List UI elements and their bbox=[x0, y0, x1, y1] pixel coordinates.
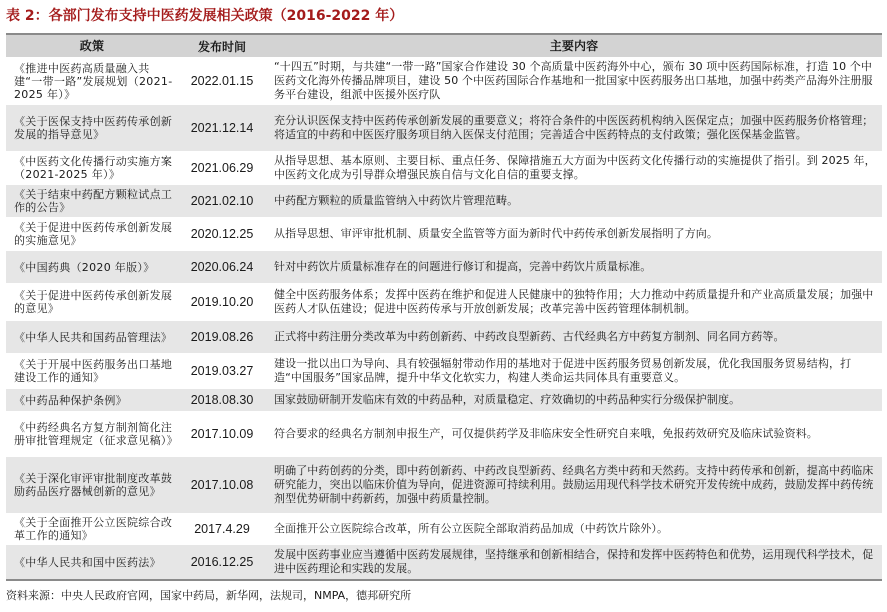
date-cell: 2019.03.27 bbox=[190, 364, 254, 378]
date-cell: 2017.10.09 bbox=[190, 427, 254, 441]
content-cell: 针对中药饮片质量标准存在的问题进行修订和提高，完善中药饮片质量标准。 bbox=[274, 260, 652, 273]
policy-cell: 《中华人民共和国药品管理法》 bbox=[14, 330, 173, 344]
policy-cell: 《关于促进中医药传承创新发展的意见》 bbox=[14, 289, 173, 315]
content-cell: 全面推开公立医院综合改革，所有公立医院全部取消药品加成（中药饮片除外）。 bbox=[274, 522, 669, 535]
table-row bbox=[6, 58, 882, 105]
table-header-row bbox=[6, 35, 882, 58]
date-cell: 2020.06.24 bbox=[190, 260, 254, 274]
policy-cell: 《关于结束中药配方颗粒试点工作的公告》 bbox=[14, 188, 173, 214]
content-cell: “十四五”时期，与共建“一带一路”国家合作建设 30 个高质量中医药海外中心，颁布 30 项中医药国际标准，打造 10 个中医药文化海外传播品牌项目，建设 50 个中医药国际合作基地和一批国家中医药服务出口基地，加强中药类产品海外注册服务平台建设，组派中医援外医疗队 bbox=[274, 60, 873, 101]
policy-cell: 《关于深化审评审批制度改革鼓励药品医疗器械创新的意见》 bbox=[14, 472, 173, 498]
source-note: 资料来源：中央人民政府官网，国家中药局，新华网，法规司，NMPA，德邦研究所 bbox=[6, 589, 412, 602]
date-cell: 2017.10.08 bbox=[190, 478, 254, 492]
date-cell: 2019.08.26 bbox=[190, 330, 254, 344]
content-cell: 国家鼓励研制开发临床有效的中药品种，对质量稳定、疗效确切的中药品种实行分级保护制度。 bbox=[274, 393, 741, 406]
policy-cell: 《中国药典（2020 年版）》 bbox=[14, 260, 155, 274]
policy-cell: 《关于开展中医药服务出口基地建设工作的通知》 bbox=[14, 358, 173, 384]
table-row bbox=[6, 545, 882, 579]
table-row bbox=[6, 354, 882, 389]
content-cell: 发展中医药事业应当遵循中医药发展规律，坚持继承和创新相结合，保持和发挥中医药特色和优势，运用现代科学技术，促进中医药理论和实践的发展。 bbox=[274, 548, 874, 575]
table-row bbox=[6, 185, 882, 218]
content-cell: 充分认识医保支持中医药传承创新发展的重要意义；将符合条件的中医医药机构纳入医保定点；加强中医药服务价格管理；将适宜的中药和中医医疗服务项目纳入医保支付范围；完善适合中医药特点的支付政策；强化医保基金监管。 bbox=[274, 114, 874, 141]
header-policy: 政策 bbox=[79, 39, 105, 53]
table-row bbox=[6, 251, 882, 284]
table-row bbox=[6, 321, 882, 354]
table-row bbox=[6, 514, 882, 545]
content-cell: 从指导思想、审评审批机制、质量安全监管等方面为新时代中药传承创新发展指明了方向。 bbox=[274, 227, 718, 240]
date-cell: 2021.02.10 bbox=[190, 194, 254, 208]
content-cell: 符合要求的经典名方制剂申报生产，可仅提供药学及非临床安全性研究自来哦，免报药效研究及临床试验资料。 bbox=[274, 427, 818, 440]
table-row bbox=[6, 218, 882, 251]
table-row bbox=[6, 389, 882, 412]
table-row bbox=[6, 457, 882, 514]
content-cell: 建设一批以出口为导向、具有较强辐射带动作用的基地对于促进中医药服务贸易创新发展，优化我国服务贸易结构，打造“中国服务”国家品牌，提升中华文化软实力，构建人类命运共同体具有重要意义。 bbox=[274, 357, 852, 384]
header-content: 主要内容 bbox=[549, 39, 599, 53]
policy-cell: 《中华人民共和国中医药法》 bbox=[14, 555, 161, 569]
policy-cell: 《关于医保支持中医药传承创新发展的指导意见》 bbox=[14, 115, 173, 141]
content-cell: 中药配方颗粒的质量监管纳入中药饮片管理范畴。 bbox=[274, 194, 519, 207]
table-row bbox=[6, 152, 882, 185]
date-cell: 2019.10.20 bbox=[190, 295, 254, 309]
policy-cell: 《推进中医药高质量融入共建“一带一路”发展规划（2021-2025 年）》 bbox=[14, 61, 173, 101]
date-cell: 2016.12.25 bbox=[190, 555, 254, 569]
policy-table bbox=[6, 33, 882, 581]
content-cell: 正式将中药注册分类改革为中药创新药、中药改良型新药、古代经典名方中药复方制剂、同名同方药等。 bbox=[274, 330, 785, 343]
policy-cell: 《中药品种保护条例》 bbox=[14, 393, 127, 407]
policy-cell: 《关于全面推开公立医院综合改革工作的通知》 bbox=[14, 516, 173, 542]
date-cell: 2021.06.29 bbox=[190, 161, 254, 175]
content-cell: 从指导思想、基本原则、主要目标、重点任务、保障措施五大方面为中医药文化传播行动的实施提供了指引。到 2025 年，中医药文化成为引导群众增强民族自信与文化自信的重要支撑。 bbox=[274, 154, 876, 181]
date-cell: 2020.12.25 bbox=[190, 227, 254, 241]
table-row bbox=[6, 284, 882, 321]
policy-cell: 《关于促进中医药传承创新发展的实施意见》 bbox=[14, 221, 173, 247]
date-cell: 2022.01.15 bbox=[190, 74, 254, 88]
content-cell: 健全中医药服务体系；发挥中医药在维护和促进人民健康中的独特作用；大力推动中药质量提升和产业高质量发展；加强中医药人才队伍建设；促进中医药传承与开放创新发展；改革完善中医药管理体制机制。 bbox=[274, 288, 874, 315]
date-cell: 2021.12.14 bbox=[190, 121, 254, 135]
policy-cell: 《中药经典名方复方制剂简化注册审批管理规定（征求意见稿）》 bbox=[14, 421, 178, 447]
date-cell: 2017.4.29 bbox=[194, 522, 250, 536]
content-cell: 明确了中药创药的分类，即中药创新药、中药改良型新药、经典名方类中药和天然药。支持中药传承和创新，提高中药临床研究能力，突出以临床价值为导向，促进资源可持续利用。鼓励运用现代科学技术研究开发传统中成药，鼓励发挥中药传统剂型优势研制中药新药，加强中药质量控制。 bbox=[274, 464, 874, 505]
table-row bbox=[6, 105, 882, 152]
header-date: 发布时间 bbox=[197, 39, 246, 54]
date-cell: 2018.08.30 bbox=[190, 393, 254, 407]
policy-cell: 《中医药文化传播行动实施方案（2021-2025 年）》 bbox=[14, 155, 173, 181]
table-title: 表 2：各部门发布支持中医药发展相关政策（2016-2022 年） bbox=[6, 8, 404, 24]
table-row bbox=[6, 412, 882, 457]
